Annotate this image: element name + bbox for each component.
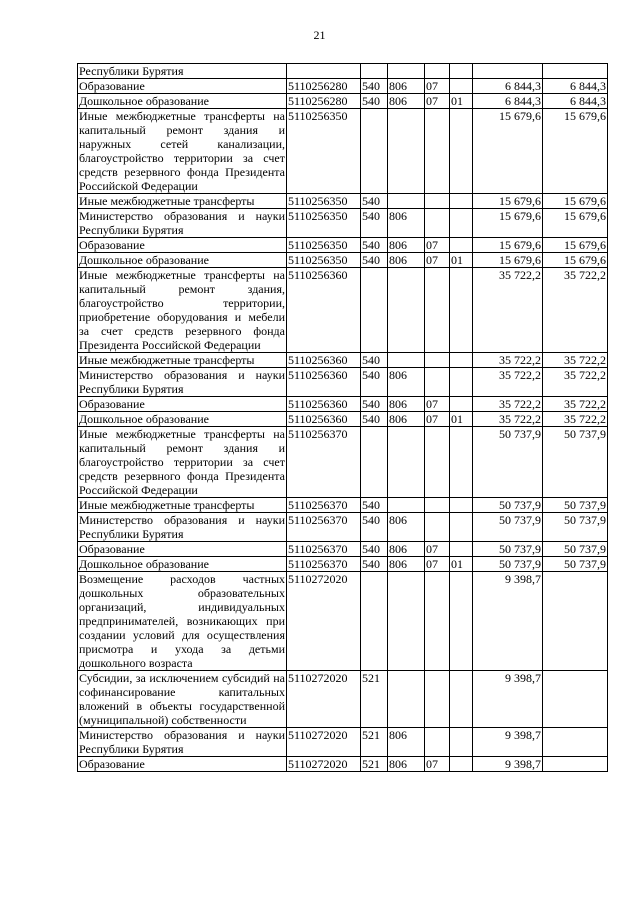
amount-cell: 50 737,9 bbox=[473, 542, 543, 557]
expense-type-cell: 521 bbox=[361, 757, 388, 772]
subsection-cell: 01 bbox=[450, 253, 473, 268]
amount-2-cell: 35 722,2 bbox=[543, 368, 608, 397]
section-cell bbox=[425, 353, 450, 368]
ministry-code-cell: 806 bbox=[388, 757, 425, 772]
table-row bbox=[78, 757, 608, 772]
row-name-cell: Иные межбюджетные трансферты на капитальный ремонт здания и наружных сетей канализации, благоустройство территории за счет средств резервного фонда Президента Российской Федерации bbox=[79, 109, 285, 193]
row-name-cell: Образование bbox=[78, 79, 287, 94]
subsection-cell bbox=[450, 427, 473, 498]
expense-type-cell bbox=[361, 109, 388, 194]
target-article-cell: 5110256350 bbox=[287, 209, 361, 238]
row-name-cell: Иные межбюджетные трансферты bbox=[78, 498, 287, 513]
section-cell bbox=[425, 109, 450, 194]
amount-2-cell: 15 679,6 bbox=[543, 238, 608, 253]
amount-cell: 50 737,9 bbox=[473, 427, 543, 498]
amount-2-cell: 35 722,2 bbox=[543, 412, 608, 427]
subsection-cell bbox=[450, 79, 473, 94]
ministry-code-cell: 806 bbox=[388, 557, 425, 572]
table-row bbox=[78, 209, 608, 238]
expense-type-cell: 521 bbox=[361, 728, 388, 757]
amount-2-cell bbox=[543, 728, 608, 757]
expense-type-cell: 540 bbox=[361, 353, 388, 368]
table-row bbox=[78, 109, 608, 194]
section-cell: 07 bbox=[425, 253, 450, 268]
subsection-cell bbox=[450, 353, 473, 368]
table-row bbox=[78, 572, 608, 671]
expense-type-cell: 540 bbox=[361, 542, 388, 557]
row-name-cell: Республики Бурятия bbox=[78, 64, 287, 79]
target-article-cell: 5110256280 bbox=[287, 94, 361, 109]
ministry-code-cell bbox=[388, 109, 425, 194]
section-cell: 07 bbox=[425, 238, 450, 253]
table-row bbox=[78, 253, 608, 268]
expense-type-cell: 540 bbox=[361, 79, 388, 94]
row-name-cell: Министерство образования и науки Республики Бурятия bbox=[79, 513, 285, 541]
section-cell: 07 bbox=[425, 412, 450, 427]
ministry-code-cell bbox=[388, 671, 425, 728]
ministry-code-cell: 806 bbox=[388, 397, 425, 412]
ministry-code-cell: 806 bbox=[388, 238, 425, 253]
section-cell bbox=[425, 728, 450, 757]
ministry-code-cell bbox=[388, 194, 425, 209]
table-row bbox=[78, 353, 608, 368]
amount-2-cell: 6 844,3 bbox=[543, 94, 608, 109]
subsection-cell bbox=[450, 728, 473, 757]
table-row bbox=[78, 412, 608, 427]
subsection-cell bbox=[450, 109, 473, 194]
target-article-cell: 5110256360 bbox=[287, 368, 361, 397]
section-cell: 07 bbox=[425, 542, 450, 557]
table-row bbox=[78, 94, 608, 109]
target-article-cell: 5110256350 bbox=[287, 253, 361, 268]
subsection-cell bbox=[450, 194, 473, 209]
expense-type-cell: 540 bbox=[361, 94, 388, 109]
target-article-cell: 5110272020 bbox=[287, 572, 361, 671]
row-name-cell: Дошкольное образование bbox=[78, 412, 287, 427]
expense-type-cell bbox=[361, 268, 388, 353]
subsection-cell bbox=[450, 209, 473, 238]
expense-type-cell: 540 bbox=[361, 397, 388, 412]
target-article-cell: 5110256350 bbox=[287, 238, 361, 253]
amount-2-cell: 15 679,6 bbox=[543, 209, 608, 238]
page-number: 21 bbox=[313, 28, 326, 42]
section-cell bbox=[425, 572, 450, 671]
table-row bbox=[78, 268, 608, 353]
section-cell: 07 bbox=[425, 79, 450, 94]
ministry-code-cell: 806 bbox=[388, 209, 425, 238]
amount-2-cell: 15 679,6 bbox=[543, 253, 608, 268]
row-name-cell: Дошкольное образование bbox=[78, 557, 287, 572]
target-article-cell: 5110256350 bbox=[287, 109, 361, 194]
target-article-cell: 5110256280 bbox=[287, 79, 361, 94]
expense-type-cell: 540 bbox=[361, 412, 388, 427]
row-name-cell: Министерство образования и науки Республики Бурятия bbox=[79, 368, 285, 396]
target-article-cell: 5110256360 bbox=[287, 397, 361, 412]
amount-cell: 50 737,9 bbox=[473, 513, 543, 542]
row-name-cell: Образование bbox=[78, 238, 287, 253]
table-row bbox=[78, 368, 608, 397]
ministry-code-cell: 806 bbox=[388, 412, 425, 427]
table-row bbox=[78, 397, 608, 412]
amount-2-cell bbox=[543, 757, 608, 772]
row-name-cell: Возмещение расходов частных дошкольных образовательных организаций, индивидуальных предпринимателей, возникающих при создании условий для осуществления присмотра и ухода за детьми дошкольного возраста bbox=[79, 572, 285, 670]
subsection-cell bbox=[450, 368, 473, 397]
amount-2-cell bbox=[543, 671, 608, 728]
ministry-code-cell: 806 bbox=[388, 513, 425, 542]
target-article-cell: 5110256370 bbox=[287, 513, 361, 542]
row-name-cell: Иные межбюджетные трансферты bbox=[78, 194, 287, 209]
expense-type-cell: 540 bbox=[361, 557, 388, 572]
section-cell bbox=[425, 513, 450, 542]
target-article-cell bbox=[287, 64, 361, 79]
expense-type-cell: 540 bbox=[361, 209, 388, 238]
section-cell bbox=[425, 209, 450, 238]
amount-cell: 6 844,3 bbox=[473, 79, 543, 94]
table-row bbox=[78, 513, 608, 542]
target-article-cell: 5110256370 bbox=[287, 427, 361, 498]
amount-2-cell: 6 844,3 bbox=[543, 79, 608, 94]
expense-type-cell: 540 bbox=[361, 368, 388, 397]
table-body bbox=[78, 64, 608, 772]
ministry-code-cell bbox=[388, 427, 425, 498]
budget-table bbox=[77, 63, 608, 772]
target-article-cell: 5110256370 bbox=[287, 557, 361, 572]
expense-type-cell bbox=[361, 427, 388, 498]
table-row bbox=[78, 542, 608, 557]
subsection-cell: 01 bbox=[450, 412, 473, 427]
target-article-cell: 5110272020 bbox=[287, 757, 361, 772]
subsection-cell bbox=[450, 513, 473, 542]
row-name-cell: Образование bbox=[78, 397, 287, 412]
ministry-code-cell bbox=[388, 353, 425, 368]
ministry-code-cell: 806 bbox=[388, 79, 425, 94]
amount-2-cell: 50 737,9 bbox=[543, 557, 608, 572]
row-name-cell: Образование bbox=[78, 757, 287, 772]
amount-cell: 15 679,6 bbox=[473, 238, 543, 253]
section-cell: 07 bbox=[425, 557, 450, 572]
subsection-cell bbox=[450, 542, 473, 557]
amount-2-cell: 35 722,2 bbox=[543, 397, 608, 412]
amount-2-cell: 50 737,9 bbox=[543, 513, 608, 542]
target-article-cell: 5110272020 bbox=[287, 671, 361, 728]
section-cell bbox=[425, 427, 450, 498]
amount-cell: 15 679,6 bbox=[473, 109, 543, 194]
amount-2-cell: 50 737,9 bbox=[543, 542, 608, 557]
row-name-cell: Министерство образования и науки Республики Бурятия bbox=[79, 728, 285, 756]
expense-type-cell bbox=[361, 572, 388, 671]
row-name-cell: Иные межбюджетные трансферты на капитальный ремонт здания, благоустройство территории, приобретение оборудования и мебели за счет средств резервного фонда Президента Российской Федерации bbox=[79, 268, 285, 352]
table-row bbox=[78, 427, 608, 498]
row-name-cell: Дошкольное образование bbox=[78, 253, 287, 268]
amount-cell: 35 722,2 bbox=[473, 268, 543, 353]
expense-type-cell: 540 bbox=[361, 238, 388, 253]
ministry-code-cell: 806 bbox=[388, 542, 425, 557]
amount-cell: 15 679,6 bbox=[473, 253, 543, 268]
amount-2-cell bbox=[543, 64, 608, 79]
ministry-code-cell bbox=[388, 498, 425, 513]
amount-2-cell: 35 722,2 bbox=[543, 353, 608, 368]
amount-cell: 35 722,2 bbox=[473, 412, 543, 427]
table-row bbox=[78, 557, 608, 572]
amount-2-cell: 15 679,6 bbox=[543, 109, 608, 194]
expense-type-cell: 521 bbox=[361, 671, 388, 728]
ministry-code-cell: 806 bbox=[388, 728, 425, 757]
amount-cell: 9 398,7 bbox=[473, 757, 543, 772]
amount-cell: 9 398,7 bbox=[473, 671, 543, 728]
subsection-cell bbox=[450, 757, 473, 772]
amount-cell: 15 679,6 bbox=[473, 209, 543, 238]
table-row bbox=[78, 238, 608, 253]
table-row bbox=[78, 79, 608, 94]
target-article-cell: 5110256360 bbox=[287, 268, 361, 353]
amount-cell bbox=[473, 64, 543, 79]
target-article-cell: 5110256360 bbox=[287, 353, 361, 368]
amount-2-cell: 15 679,6 bbox=[543, 194, 608, 209]
amount-2-cell bbox=[543, 572, 608, 671]
row-name-cell: Иные межбюджетные трансферты bbox=[78, 353, 287, 368]
subsection-cell bbox=[450, 64, 473, 79]
subsection-cell bbox=[450, 671, 473, 728]
row-name-cell: Иные межбюджетные трансферты на капитальный ремонт здания и благоустройство территории за счет средств резервного фонда Президента Российской Федерации bbox=[79, 427, 285, 497]
ministry-code-cell bbox=[388, 64, 425, 79]
subsection-cell bbox=[450, 572, 473, 671]
amount-cell: 9 398,7 bbox=[473, 572, 543, 671]
section-cell: 07 bbox=[425, 757, 450, 772]
subsection-cell bbox=[450, 238, 473, 253]
section-cell bbox=[425, 498, 450, 513]
amount-cell: 50 737,9 bbox=[473, 557, 543, 572]
subsection-cell: 01 bbox=[450, 557, 473, 572]
ministry-code-cell: 806 bbox=[388, 94, 425, 109]
subsection-cell bbox=[450, 268, 473, 353]
section-cell: 07 bbox=[425, 94, 450, 109]
row-name-cell: Дошкольное образование bbox=[78, 94, 287, 109]
ministry-code-cell: 806 bbox=[388, 368, 425, 397]
amount-cell: 50 737,9 bbox=[473, 498, 543, 513]
amount-cell: 9 398,7 bbox=[473, 728, 543, 757]
target-article-cell: 5110256360 bbox=[287, 412, 361, 427]
expense-type-cell bbox=[361, 64, 388, 79]
expense-type-cell: 540 bbox=[361, 513, 388, 542]
expense-type-cell: 540 bbox=[361, 253, 388, 268]
ministry-code-cell bbox=[388, 572, 425, 671]
subsection-cell bbox=[450, 498, 473, 513]
table-row bbox=[78, 64, 608, 79]
section-cell bbox=[425, 194, 450, 209]
amount-cell: 35 722,2 bbox=[473, 397, 543, 412]
section-cell bbox=[425, 268, 450, 353]
section-cell: 07 bbox=[425, 397, 450, 412]
target-article-cell: 5110256370 bbox=[287, 498, 361, 513]
subsection-cell bbox=[450, 397, 473, 412]
subsection-cell: 01 bbox=[450, 94, 473, 109]
expense-type-cell: 540 bbox=[361, 498, 388, 513]
amount-2-cell: 35 722,2 bbox=[543, 268, 608, 353]
target-article-cell: 5110256370 bbox=[287, 542, 361, 557]
target-article-cell: 5110256350 bbox=[287, 194, 361, 209]
ministry-code-cell: 806 bbox=[388, 253, 425, 268]
row-name-cell: Образование bbox=[78, 542, 287, 557]
table-row bbox=[78, 728, 608, 757]
row-name-cell: Субсидии, за исключением субсидий на софинансирование капитальных вложений в объекты государственной (муниципальной) собственности bbox=[79, 671, 285, 727]
amount-2-cell: 50 737,9 bbox=[543, 498, 608, 513]
row-name-cell: Министерство образования и науки Республики Бурятия bbox=[79, 209, 285, 237]
amount-2-cell: 50 737,9 bbox=[543, 427, 608, 498]
amount-cell: 15 679,6 bbox=[473, 194, 543, 209]
section-cell bbox=[425, 64, 450, 79]
amount-cell: 35 722,2 bbox=[473, 353, 543, 368]
section-cell bbox=[425, 368, 450, 397]
ministry-code-cell bbox=[388, 268, 425, 353]
table-row bbox=[78, 498, 608, 513]
table-row bbox=[78, 671, 608, 728]
amount-cell: 6 844,3 bbox=[473, 94, 543, 109]
expense-type-cell: 540 bbox=[361, 194, 388, 209]
amount-cell: 35 722,2 bbox=[473, 368, 543, 397]
target-article-cell: 5110272020 bbox=[287, 728, 361, 757]
table-row bbox=[78, 194, 608, 209]
section-cell bbox=[425, 671, 450, 728]
